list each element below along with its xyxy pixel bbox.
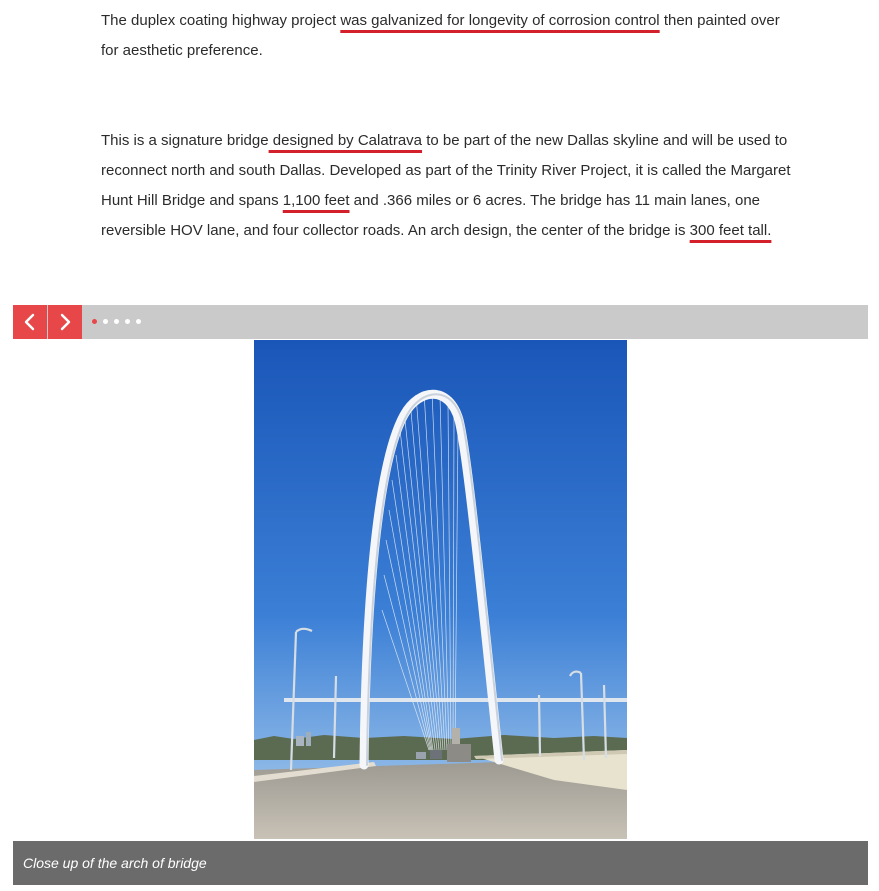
para1-text-2: then painted over for aesthetic preference. bbox=[101, 12, 780, 59]
para2-highlight-calatrava: designed by Calatrava bbox=[268, 132, 423, 149]
slider-controls bbox=[13, 305, 868, 339]
bridge-illustration bbox=[254, 340, 627, 839]
slider-prev-button[interactable] bbox=[13, 305, 47, 339]
photo-caption-bar bbox=[13, 841, 868, 885]
para1-text-1: The duplex coating highway project bbox=[101, 12, 341, 29]
slider-pagination bbox=[92, 319, 141, 325]
paragraph-galvanizing bbox=[101, 6, 791, 66]
para2-highlight-height: 300 feet tall. bbox=[689, 222, 772, 239]
slider-dot-3[interactable] bbox=[114, 319, 119, 324]
slider-dot-5[interactable] bbox=[136, 319, 141, 324]
slider-dot-2[interactable] bbox=[103, 319, 108, 324]
para2-text-1: This is a signature bridge bbox=[101, 132, 269, 149]
paragraph-bridge-description bbox=[101, 126, 791, 246]
slider-next-button[interactable] bbox=[48, 305, 82, 339]
photo-caption: Close up of the arch of bridge bbox=[23, 855, 207, 871]
chevron-left-icon bbox=[23, 313, 37, 331]
slider-dot-4[interactable] bbox=[125, 319, 130, 324]
chevron-right-icon bbox=[58, 313, 72, 331]
slider-dot-1[interactable] bbox=[92, 319, 97, 324]
bridge-photo bbox=[254, 340, 627, 839]
para2-highlight-length: 1,100 feet bbox=[282, 192, 350, 209]
para1-highlight-galvanized: was galvanized for longevity of corrosion control bbox=[340, 12, 660, 29]
para2-text-2: to be part of the new Dallas skyline and will be used to reconnect north and south Dallas. Developed as part of the Trinity River Project, it is called the Margaret Hunt Hill Bridge and spans bbox=[101, 132, 791, 209]
para2-text-3: and .366 miles or 6 acres. The bridge has 11 main lanes, one reversible HOV lane, and four collector roads. An arch design, the center of the bridge is bbox=[101, 192, 761, 239]
